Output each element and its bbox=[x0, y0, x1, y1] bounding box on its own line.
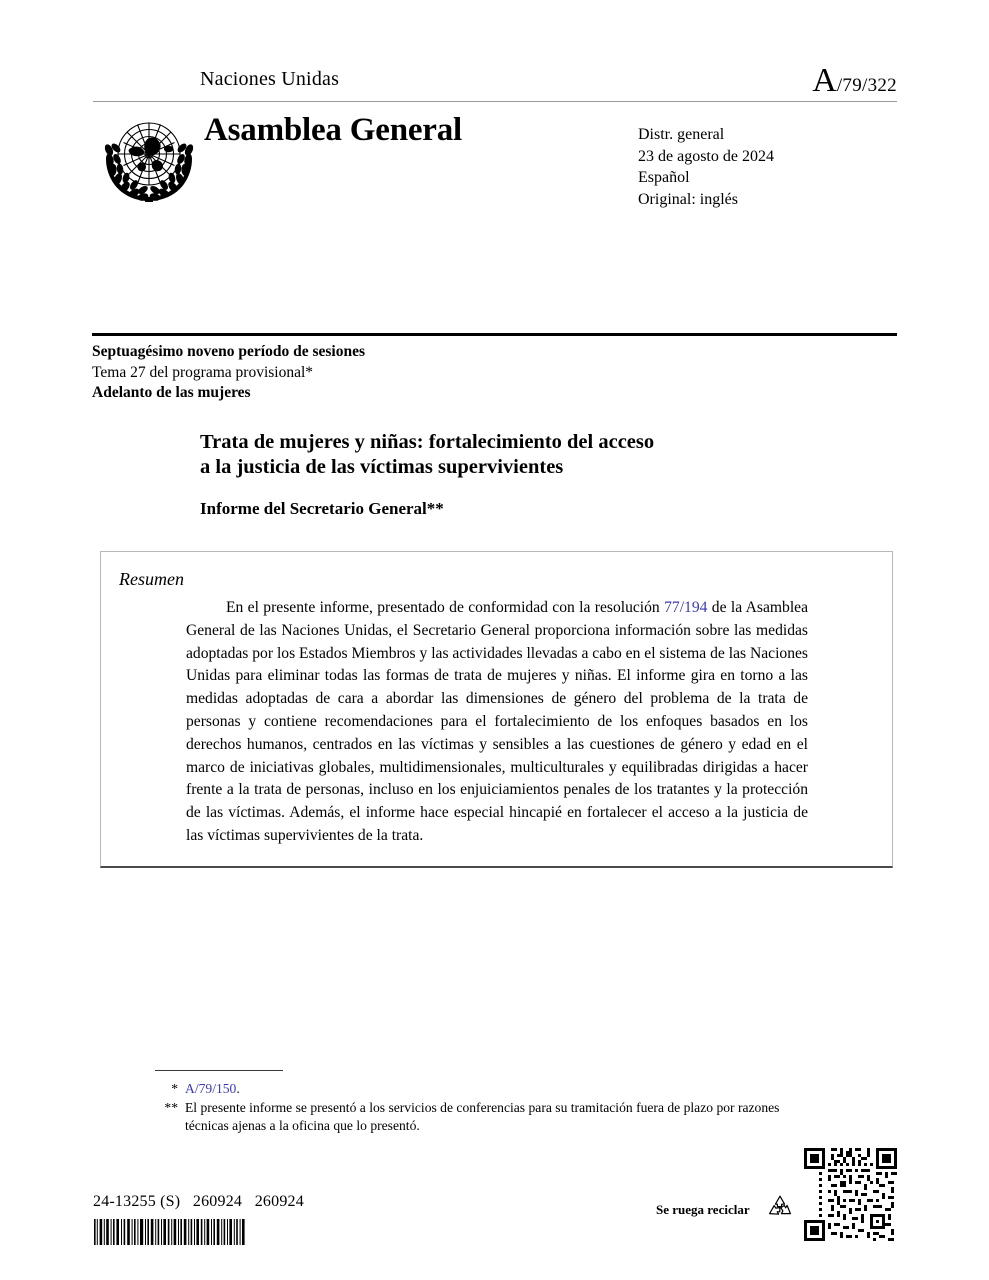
date-code-2: 260924 bbox=[254, 1193, 304, 1210]
document-symbol bbox=[812, 62, 897, 100]
distribution-language: Español bbox=[638, 169, 690, 186]
resolution-link[interactable]: 77/194 bbox=[664, 599, 708, 616]
document-symbol-number: /79/322 bbox=[836, 75, 897, 96]
summary-box bbox=[100, 551, 893, 868]
page-title-line-1: Trata de mujeres y niñas: fortalecimiento del acceso bbox=[200, 431, 655, 453]
page-title-line-2: a la justicia de las víctimas supervivientes bbox=[200, 456, 564, 478]
footnote-marker: * bbox=[171, 1081, 178, 1096]
footnote-item bbox=[155, 1099, 795, 1136]
footnote-block bbox=[155, 1080, 795, 1136]
summary-text-before-link: En el presente informe, presentado de conformidad con la resolución bbox=[226, 599, 665, 616]
distribution-block bbox=[638, 124, 774, 210]
recycle-label: Se ruega reciclar bbox=[656, 1202, 750, 1217]
agenda-document-link[interactable]: A/79/150 bbox=[185, 1081, 237, 1096]
distribution-date: 23 de agosto de 2024 bbox=[638, 147, 774, 165]
un-emblem-icon bbox=[98, 108, 200, 208]
agenda-topic: Adelanto de las mujeres bbox=[92, 384, 251, 401]
agenda-item: Tema 27 del programa provisional* bbox=[92, 363, 314, 381]
page-title bbox=[200, 430, 760, 480]
page-subtitle-footnote-marker: ** bbox=[426, 499, 444, 518]
session-number: Septuagésimo noveno período de sesiones bbox=[92, 343, 365, 360]
recycle-icon bbox=[766, 1193, 794, 1220]
footnote-text bbox=[185, 1080, 795, 1099]
date-code-1: 260924 bbox=[192, 1193, 243, 1210]
footnote-divider bbox=[155, 1070, 283, 1071]
page-subtitle-text: Informe del Secretario General bbox=[200, 499, 427, 518]
job-number bbox=[93, 1193, 304, 1211]
footnote-text-tail: . bbox=[236, 1081, 240, 1096]
footnote-item bbox=[155, 1080, 795, 1099]
page-subtitle bbox=[200, 499, 444, 519]
session-divider bbox=[92, 333, 897, 336]
assembly-title: Asamblea General bbox=[204, 112, 463, 148]
organization-name: Naciones Unidas bbox=[200, 68, 340, 90]
distribution-original: Original: inglés bbox=[638, 190, 738, 208]
barcode-icon bbox=[94, 1219, 246, 1245]
footnote-text: El presente informe se presentó a los servicios de conferencias para su tramitación fuera de plazo por razones técnicas ajenas a la oficina que lo presentó. bbox=[185, 1099, 780, 1134]
qr-code-icon bbox=[801, 1145, 900, 1244]
footnote-marker: ** bbox=[164, 1099, 178, 1115]
session-block bbox=[92, 342, 365, 404]
distribution-type: Distr. general bbox=[638, 126, 725, 143]
header-divider bbox=[93, 101, 897, 102]
job-number-code: 24-13255 (S) bbox=[93, 1193, 181, 1210]
summary-text-after-link: de la Asamblea General de las Naciones Unidas, el Secretario General proporciona información sobre las medidas adoptadas por los Estados Miembros y las actividades llevadas a cabo en el sistema de las Naciones Unidas para eliminar todas las formas de trata de mujeres y niñas. El informe gira en torno a las medidas adoptadas de cara a abordar las dimensiones de género del problema de la trata de personas y contiene recomendaciones para el fortalecimiento de los enfoques basados en los derechos humanos, centrados en las víctimas y sensibles a las cuestiones de género y edad en el marco de iniciativas globales, multidimensionales, multiculturales y equilibradas dirigidas a hacer frente a la trata de personas, incluso en los enjuiciamientos penales de los tratantes y la protección de las víctimas. Además, el informe hace especial hincapié en fortalecer el acceso a la justicia de las víctimas supervivientes de la trata. bbox=[186, 599, 808, 844]
summary-heading: Resumen bbox=[119, 569, 184, 589]
summary-paragraph bbox=[186, 597, 808, 848]
document-symbol-letter: A bbox=[812, 62, 837, 99]
